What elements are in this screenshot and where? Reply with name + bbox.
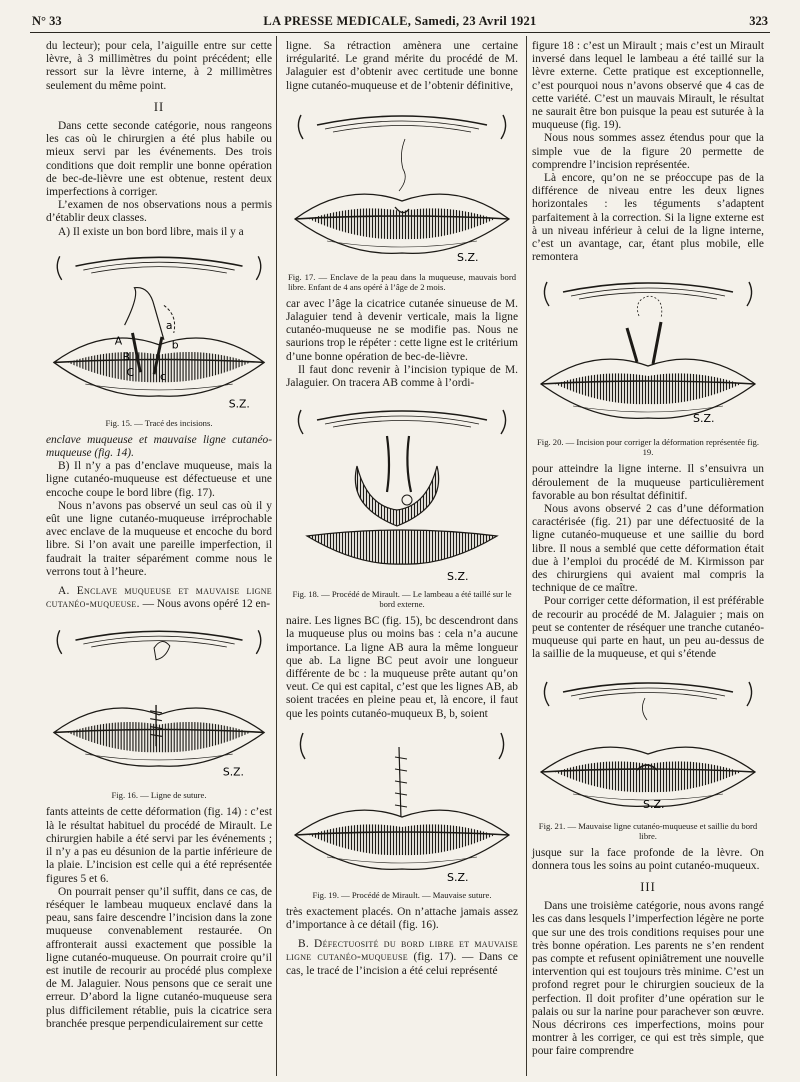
figure-20-caption: Fig. 20. — Incision pour corriger la déformation représentée fig. 19. [537, 437, 759, 458]
paragraph: A) Il existe un bon bord libre, mais il y a [58, 225, 244, 238]
paragraph: Pour corriger cette déformation, il est préférable de recourir au procédé de M. Jalaguier ; mais on peut se contenter de réséquer une tranche cutanéo-muqueuse qui parte en haut, un peu au-dessus de la saillie de la muqueuse, et qui s’étende [532, 595, 764, 661]
figure-17-drawing [286, 99, 518, 269]
figure-20-drawing [532, 270, 764, 434]
paragraph: Nous nous sommes assez étendus pour que la simple vue de la figure 20 permette de comprendre l’incision représentée. [532, 132, 764, 171]
paragraph-text: (fig. 17). — Dans ce cas, le tracé de l’incision a été celui représenté [286, 951, 518, 977]
italic-text: enclave muqueuse et mauvaise ligne cutanéo-muqueuse (fig. 14). [46, 433, 272, 460]
page-header [30, 10, 770, 32]
artist-signature: S.Z. [643, 797, 665, 811]
paragraph: car avec l’âge la cicatrice cutanée sinueuse de M. Jalaguier tend à devenir verticale, mais la ligne cutanéo-muqueuse ne se modifie pas. Nous ne saurions trop le répéter : cette ligne est le critérium d’une bonne opération de bec-de-lièvre. [286, 297, 518, 363]
figure-17 [286, 99, 518, 292]
figure-16-drawing [46, 617, 272, 787]
paragraph: naire. Les lignes BC (fig. 15), bc descendront dans la muqueuse plus ou moins bas : cela n’a aucune importance. La ligne AB aura la même longueur que ab. La ligne BC peut avoir une longueur différente de bc : la muqueuse prête autant qu’on veut. Ce qui est capital, c’est que les lignes AB, ab soient tracées en pleine peau et, là encore, il faut que les points cutanéo-muqueux B, b, soient [286, 615, 518, 720]
section-heading: II [153, 99, 165, 114]
figure-21-drawing [532, 668, 764, 818]
paragraph: jusque sur la face profonde de la lèvre. On donnera tous les soins au point cutanéo-muqueux. [532, 846, 764, 872]
paragraph: Là encore, qu’on ne se préoccupe pas de la différence de niveau entre les deux lignes horizontales : les téguments s’adaptent parfaitement à la correction. Si la ligne externe est à un niveau inférieur à celui de la ligne interne, c’est un avantage, car, étant plus mobile, elle remontera [532, 172, 764, 264]
label-c: c [159, 369, 166, 383]
column-2 [286, 40, 518, 978]
figure-19-drawing [286, 727, 518, 887]
label-B: B [122, 350, 131, 364]
paragraph: Dans une troisième catégorie, nous avons rangé les cas dans lesquels l’imperfection légère ne porte que sur une des trois conditions requises pour une très bonne opération. Les parents ne s’en rendent pas compte et refusent opiniâtrement une nouvelle intervention qui est toujours très minime. C’est un profond regret pour le chirurgien soucieux de la perfection. Il doit profiter d’une opération sur le palais ou sur la narine pour parachever son œuvre. Nous décrirons ces imperfections, moins pour montrer à les corriger, ce qui est très simple, que pour faire comprendre [532, 900, 764, 1058]
artist-signature: S.Z. [447, 870, 469, 884]
figure-18-drawing [286, 396, 518, 586]
artist-signature: S.Z. [228, 397, 250, 411]
artist-signature: S.Z. [457, 250, 479, 264]
paragraph [286, 938, 518, 978]
column-3 [532, 40, 764, 1059]
paragraph-text: — Nous avons opéré 12 en- [139, 598, 271, 611]
journal-title: LA PRESSE MEDICALE, Samedi, 23 Avril 1921 [263, 14, 537, 28]
figure-16 [46, 617, 272, 800]
section-heading: III [640, 879, 656, 894]
paragraph: Il faut donc revenir à l’incision typique de M. Jalaguier. On tracera AB comme à l’ordi- [286, 363, 518, 390]
figure-15 [46, 245, 272, 428]
figure-19-caption: Fig. 19. — Procédé de Mirault. — Mauvaise suture. [312, 889, 492, 900]
label-A: A [114, 334, 123, 348]
figure-17-caption: Fig. 17. — Enclave de la peau dans la muqueuse, mauvais bord libre. Enfant de 4 ans opéré à l’âge de 2 mois. [288, 271, 516, 292]
paragraph: figure 18 : c’est un Mirault ; mais c’est un Mirault inversé dans lequel le lambeau a été taillé sur la lèvre externe. Cette pratique est exceptionnelle, c’est pourquoi nous n’avons observé que 4 cas de cette variété. C’est un mauvais Mirault, le résultat ne saurait être bon puisque la peau est suturée à la muqueuse (fig. 19). [532, 40, 764, 132]
figure-16-caption: Fig. 16. — Ligne de suture. [111, 790, 207, 801]
artist-signature: S.Z. [447, 570, 469, 584]
figure-18 [286, 396, 518, 609]
figure-20 [532, 270, 764, 457]
artist-signature: S.Z. [693, 412, 715, 426]
header-rule [30, 32, 770, 33]
paragraph: Nous avons observé 2 cas d’une déformation caractérisée (fig. 21) par une défectuosité de la ligne cutanéo-muqueuse et une saillie du bord libre. Il nous a semblé que cette déformation était due à l’emploi du procédé de M. Kirmisson par des chirurgiens qui avaient mal compris la technique de ce maître. [532, 503, 764, 595]
column-rule-1 [276, 36, 277, 1076]
figure-15-caption: Fig. 15. — Tracé des incisions. [105, 417, 213, 428]
paragraph: Dans cette seconde catégorie, nous rangeons les cas où le chirurgien a été plus habile ou mieux servi par les événements. Des trois conditions que doit remplir une bonne opération de bec-de-lièvre une est obtenue, restent deux imperfections à corriger. [46, 120, 272, 199]
column-1 [46, 40, 272, 1031]
label-b: b [171, 338, 179, 352]
artist-signature: S.Z. [222, 766, 244, 780]
figure-15-drawing [46, 245, 272, 415]
paragraph: pour atteindre la ligne interne. Il s’ensuivra un déroulement de la muqueuse particulièrement favorable au bon résultat définitif. [532, 463, 764, 502]
paragraph: B) Il n’y a pas d’enclave muqueuse, mais la ligne cutanéo-muqueuse est défectueuse et une encoche coupe le bord libre (fig. 17). [46, 460, 272, 499]
paragraph: ligne. Sa rétraction amènera une certaine irrégularité. Le grand mérite du procédé de M. Jalaguier est d’obtenir avec certitude une bonne ligne cutanéo-muqueuse et de l’obtenir définitive, [286, 40, 518, 92]
paragraph: fants atteints de cette déformation (fig. 14) : c’est là le résultat habituel du procédé de Mirault. Le chirurgien habile a été servi par les événements ; il n’y a pas eu désunion de la partie inférieure de la plaie. L’incision est celle qui a été représentée figures 5 et 6. [46, 806, 272, 885]
figure-18-caption: Fig. 18. — Procédé de Mirault. — Le lambeau a été taillé sur le bord externe. [292, 589, 512, 610]
page-number: 323 [749, 14, 768, 28]
subheading: B. Défectuosité du bord libre et mauvaise ligne cutanéo-muqueuse [286, 938, 518, 964]
paragraph: On pourrait penser qu’il suffit, dans ce cas, de réséquer le lambeau muqueux enclavé dans la peau, sans faire descendre l’incision dans la zone muqueuse convenablement restaurée. On affronterait aussi exactement que possible la ligne cutanéo-muqueuse. On pourrait croire qu’il est inutile de recourir au procédé plus complexe de M. Jalaguier. Nous pensons que ce serait une erreur. D’abord la ligne cutanéo-muqueuse sera plus difficilement rétablie, puis la cicatrice sera branchée presque perpendiculairement sur cette [46, 885, 272, 1030]
figure-21 [532, 668, 764, 841]
paragraph: L’examen de nos observations nous a permis d’établir deux classes. [46, 199, 272, 225]
label-C: C [126, 366, 135, 380]
issue-number: N° 33 [32, 14, 62, 28]
paragraph [46, 434, 272, 460]
figure-21-caption: Fig. 21. — Mauvaise ligne cutanéo-muqueuse et saillie du bord libre. [538, 820, 758, 841]
subheading: A. Enclave muqueuse et mauvaise ligne cutanéo-muqueuse. [46, 585, 272, 611]
paragraph [46, 585, 272, 611]
paragraph: du lecteur); pour cela, l’aiguille entre sur cette lèvre, à 3 millimètres du point précédent; elle ressort sur la lèvre interne, à 2 millimètres seulement du même point. [46, 40, 272, 92]
figure-19 [286, 727, 518, 900]
paragraph: très exactement placés. On n’attache jamais assez d’importance à ce détail (fig. 16). [286, 905, 518, 932]
paragraph: Nous n’avons pas observé un seul cas où il y eût une ligne cutanéo-muqueuse irréprochable avec enclave de la muqueuse et encoche du bord libre. Si l’on avait une pareille imperfection, il faudrait la traiter séparément comme nous le verrons tout à l’heure. [46, 499, 272, 578]
label-a: a [165, 318, 173, 332]
column-rule-2 [526, 36, 527, 1076]
